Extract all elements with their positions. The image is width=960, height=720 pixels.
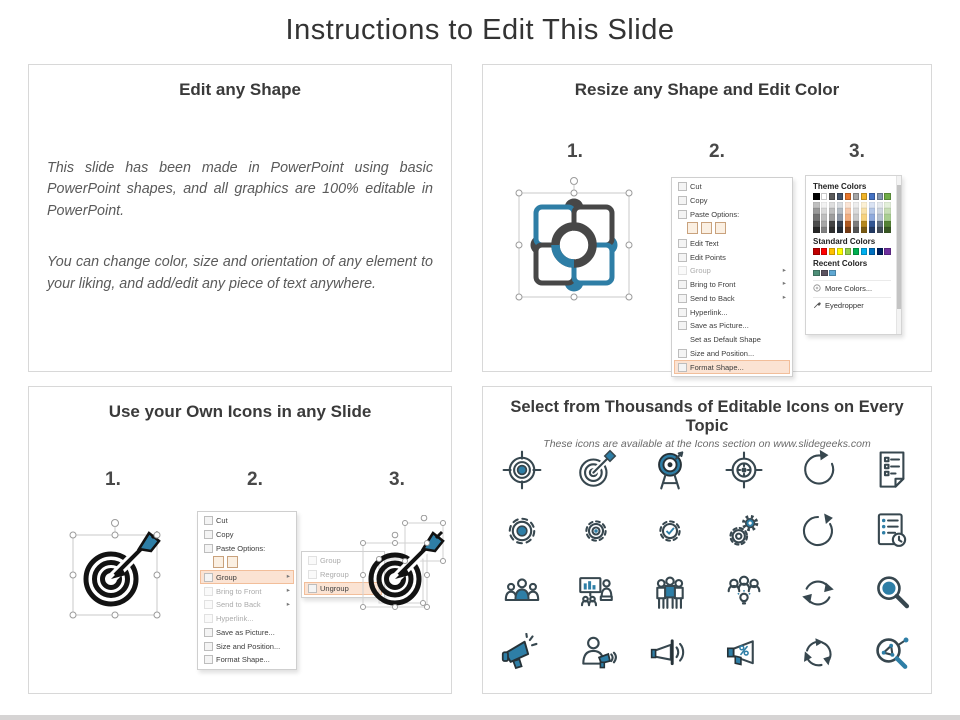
eyedropper-label: Eyedropper bbox=[825, 300, 864, 310]
magnifier-network-icon[interactable] bbox=[871, 633, 913, 675]
color-swatch[interactable] bbox=[821, 227, 828, 233]
selected-icon-preview bbox=[65, 517, 165, 629]
menu-item-bring-to-front[interactable]: Bring to Front ▸ bbox=[674, 278, 790, 292]
color-swatch[interactable] bbox=[837, 193, 844, 200]
color-picker bbox=[805, 175, 902, 335]
paste-options-icon bbox=[204, 544, 213, 553]
task-clock-icon[interactable] bbox=[871, 510, 913, 552]
bring-to-front-icon bbox=[204, 587, 213, 596]
color-swatch[interactable] bbox=[821, 193, 828, 200]
paste-options-row[interactable] bbox=[674, 221, 790, 236]
color-swatch[interactable] bbox=[884, 193, 891, 200]
color-swatch[interactable] bbox=[829, 270, 836, 277]
menu-item-regroup[interactable]: Regroup bbox=[304, 568, 382, 582]
menu-item-hyperlink[interactable]: Hyperlink... bbox=[674, 305, 790, 319]
menu-item-set-as-default-shape[interactable]: Set as Default Shape bbox=[690, 335, 761, 345]
theme-colors-label: Theme Colors bbox=[813, 182, 867, 191]
page-title: Instructions to Edit This Slide bbox=[285, 14, 675, 46]
step-1-label: 1. bbox=[105, 469, 121, 490]
paste-option-icon[interactable] bbox=[227, 556, 238, 568]
menu-item-edit-points[interactable]: Edit Points bbox=[674, 250, 790, 264]
menu-item-group[interactable]: Group bbox=[304, 554, 382, 568]
paste-option-icon[interactable] bbox=[701, 222, 712, 234]
gear-check-icon[interactable] bbox=[649, 510, 691, 552]
save-as-picture-icon bbox=[678, 321, 687, 330]
color-swatch[interactable] bbox=[869, 227, 876, 233]
cut-icon bbox=[204, 516, 213, 525]
edit-text-icon bbox=[678, 239, 687, 248]
menu-item-size-and-position[interactable]: Size and Position... bbox=[200, 639, 294, 653]
dartboard-stand-icon[interactable] bbox=[649, 449, 691, 491]
magnifier-icon[interactable] bbox=[871, 572, 913, 614]
step-3-label: 3. bbox=[849, 141, 865, 162]
slide-bottom-border bbox=[0, 715, 960, 720]
more-colors-item[interactable] bbox=[813, 280, 891, 295]
dart-target-ungrouped-graphic bbox=[351, 515, 451, 633]
panel-title: Edit any Shape bbox=[179, 80, 301, 99]
paste-option-icon[interactable] bbox=[687, 222, 698, 234]
document-checklist-icon[interactable] bbox=[871, 449, 913, 491]
paste-option-icon[interactable] bbox=[715, 222, 726, 234]
megaphone-icon[interactable] bbox=[501, 633, 543, 675]
color-swatch[interactable] bbox=[884, 248, 891, 255]
panel-title: Select from Thousands of Editable Icons on Every Topic bbox=[510, 398, 904, 435]
menu-item-save-as-picture[interactable]: Save as Picture... bbox=[200, 625, 294, 639]
selected-shape-preview bbox=[509, 175, 641, 313]
menu-item-cut[interactable]: Cut bbox=[200, 514, 294, 528]
color-swatch[interactable] bbox=[829, 248, 836, 255]
format-shape-icon bbox=[204, 655, 213, 664]
copy-icon bbox=[678, 196, 687, 205]
paste-options-row[interactable] bbox=[200, 555, 294, 570]
copy-icon bbox=[204, 530, 213, 539]
color-swatch[interactable] bbox=[829, 227, 836, 233]
menu-item-copy[interactable]: Copy bbox=[200, 528, 294, 542]
cycle-arrows-icon[interactable] bbox=[797, 633, 839, 675]
send-to-back-icon bbox=[204, 600, 213, 609]
submenu-arrow-icon: ▸ bbox=[782, 294, 786, 302]
step-1-label: 1. bbox=[567, 141, 583, 162]
submenu-arrow-icon: ▸ bbox=[286, 586, 290, 594]
person-announcement-icon[interactable] bbox=[575, 633, 617, 675]
group-icon bbox=[308, 556, 317, 565]
size-position-icon bbox=[204, 642, 213, 651]
submenu-arrow-icon: ▸ bbox=[286, 572, 290, 580]
paste-options-icon bbox=[678, 210, 687, 219]
send-to-back-icon bbox=[678, 294, 687, 303]
menu-item-hyperlink[interactable]: Hyperlink... bbox=[200, 612, 294, 626]
color-swatch[interactable] bbox=[884, 227, 891, 233]
target-crosshair-icon[interactable] bbox=[501, 449, 543, 491]
color-swatch[interactable] bbox=[813, 193, 820, 200]
menu-item-paste-options[interactable]: Paste Options: bbox=[674, 208, 790, 222]
refresh-arrow-icon[interactable] bbox=[797, 449, 839, 491]
cut-icon bbox=[678, 182, 687, 191]
more-colors-label: More Colors... bbox=[825, 283, 873, 293]
recent-colors-swatches bbox=[813, 270, 891, 277]
loop-arrow-icon[interactable] bbox=[797, 510, 839, 552]
bring-to-front-icon bbox=[678, 280, 687, 289]
icon-library-subtitle: These icons are available at the Icons section on www.slidegeeks.com bbox=[543, 438, 871, 450]
eyedropper-icon bbox=[813, 301, 821, 309]
color-picker-scrollbar[interactable] bbox=[896, 176, 901, 334]
color-swatch[interactable] bbox=[821, 270, 828, 277]
menu-item-send-to-back[interactable]: Send to Back ▸ bbox=[200, 598, 294, 612]
menu-item-copy[interactable]: Copy bbox=[674, 194, 790, 208]
sync-arrows-icon[interactable] bbox=[797, 572, 839, 614]
team-standing-icon[interactable] bbox=[649, 572, 691, 614]
step-2-label: 2. bbox=[247, 469, 263, 490]
color-swatch[interactable] bbox=[837, 227, 844, 233]
color-swatch[interactable] bbox=[853, 227, 860, 233]
format-shape-icon bbox=[678, 363, 687, 372]
panel-title: Use your Own Icons in any Slide bbox=[108, 402, 372, 421]
menu-item-save-as-picture[interactable]: Save as Picture... bbox=[674, 319, 790, 333]
context-menu bbox=[671, 177, 793, 377]
step-3-label: 3. bbox=[389, 469, 405, 490]
menu-item-send-to-back[interactable]: Send to Back ▸ bbox=[674, 291, 790, 305]
theme-colors-swatches bbox=[813, 193, 891, 233]
menu-item-ungroup[interactable]: Ungroup bbox=[304, 582, 382, 596]
edit-points-icon bbox=[678, 253, 687, 262]
group-icon bbox=[678, 266, 687, 275]
team-idea-icon[interactable] bbox=[723, 572, 765, 614]
color-swatch[interactable] bbox=[877, 227, 884, 233]
standard-colors-label: Standard Colors bbox=[813, 237, 876, 247]
edit-shape-paragraph-1: This slide has been made in PowerPoint using basic PowerPoint shapes, and all graphics are 100% editable in PowerPoint. bbox=[47, 160, 433, 219]
color-swatch[interactable] bbox=[845, 248, 852, 255]
color-swatch[interactable] bbox=[845, 227, 852, 233]
submenu-arrow-icon: ▸ bbox=[782, 280, 786, 288]
submenu-arrow-icon: ▸ bbox=[286, 600, 290, 608]
edit-shape-paragraph-2: You can change color, size and orientation of any element to your liking, and add/edit any piece of text anywhere. bbox=[47, 254, 433, 292]
color-swatch[interactable] bbox=[829, 193, 836, 200]
gear-dot-icon[interactable] bbox=[575, 510, 617, 552]
color-swatch[interactable] bbox=[861, 227, 868, 233]
submenu-arrow-icon: ▸ bbox=[782, 266, 786, 274]
audience-group-icon[interactable] bbox=[501, 572, 543, 614]
color-swatch[interactable] bbox=[813, 248, 820, 255]
color-wheel-icon bbox=[813, 284, 821, 292]
ungrouped-icon-preview bbox=[351, 515, 451, 633]
paste-option-icon[interactable] bbox=[213, 556, 224, 568]
standard-colors-swatches bbox=[813, 248, 891, 255]
color-swatch[interactable] bbox=[813, 227, 820, 233]
megaphone-side-icon[interactable] bbox=[649, 633, 691, 675]
menu-item-format-shape[interactable]: Format Shape... bbox=[674, 360, 790, 374]
color-swatch[interactable] bbox=[853, 248, 860, 255]
panel-title: Resize any Shape and Edit Color bbox=[574, 80, 840, 99]
step-2-label: 2. bbox=[709, 141, 725, 162]
color-swatch[interactable] bbox=[813, 270, 820, 277]
context-menu bbox=[197, 511, 297, 670]
panel-icon-library bbox=[482, 386, 932, 694]
regroup-icon bbox=[308, 570, 317, 579]
panel-use-own-icons bbox=[28, 386, 452, 694]
menu-item-edit-text[interactable]: Edit Text bbox=[674, 236, 790, 250]
menu-item-paste-options[interactable]: Paste Options: bbox=[200, 542, 294, 556]
recent-colors-label: Recent Colors bbox=[813, 258, 868, 268]
color-swatch[interactable] bbox=[869, 248, 876, 255]
dart-target-selected-graphic bbox=[65, 517, 165, 629]
menu-item-group[interactable]: Group ▸ bbox=[200, 570, 294, 584]
gear-filled-icon[interactable] bbox=[501, 510, 543, 552]
icon-grid bbox=[485, 439, 929, 685]
color-swatch[interactable] bbox=[845, 193, 852, 200]
color-swatch[interactable] bbox=[877, 248, 884, 255]
panel-edit-any-shape bbox=[28, 64, 452, 372]
panel-resize-shape-edit-color bbox=[482, 64, 932, 372]
presentation-speaker-icon[interactable] bbox=[575, 572, 617, 614]
menu-item-group[interactable]: Group ▸ bbox=[674, 264, 790, 278]
color-swatch[interactable] bbox=[853, 193, 860, 200]
color-swatch[interactable] bbox=[877, 193, 884, 200]
save-as-picture-icon bbox=[204, 628, 213, 637]
color-swatch[interactable] bbox=[837, 248, 844, 255]
menu-item-bring-to-front[interactable]: Bring to Front ▸ bbox=[200, 584, 294, 598]
color-swatch[interactable] bbox=[821, 248, 828, 255]
hyperlink-icon bbox=[678, 308, 687, 317]
size-position-icon bbox=[678, 349, 687, 358]
menu-item-cut[interactable]: Cut bbox=[674, 180, 790, 194]
double-gears-icon[interactable] bbox=[723, 510, 765, 552]
color-swatch[interactable] bbox=[861, 248, 868, 255]
hyperlink-icon bbox=[204, 614, 213, 623]
menu-item-format-shape[interactable]: Format Shape... bbox=[200, 653, 294, 667]
eyedropper-item[interactable] bbox=[813, 297, 891, 312]
ungroup-icon bbox=[308, 584, 317, 593]
grouped-shape-graphic bbox=[509, 175, 641, 313]
color-swatch[interactable] bbox=[869, 193, 876, 200]
color-swatch[interactable] bbox=[861, 193, 868, 200]
megaphone-discount-icon[interactable] bbox=[723, 633, 765, 675]
menu-item-size-and-position[interactable]: Size and Position... bbox=[674, 347, 790, 361]
group-icon bbox=[204, 573, 213, 582]
dartboard-arrow-icon[interactable] bbox=[575, 449, 617, 491]
scope-target-icon[interactable] bbox=[723, 449, 765, 491]
